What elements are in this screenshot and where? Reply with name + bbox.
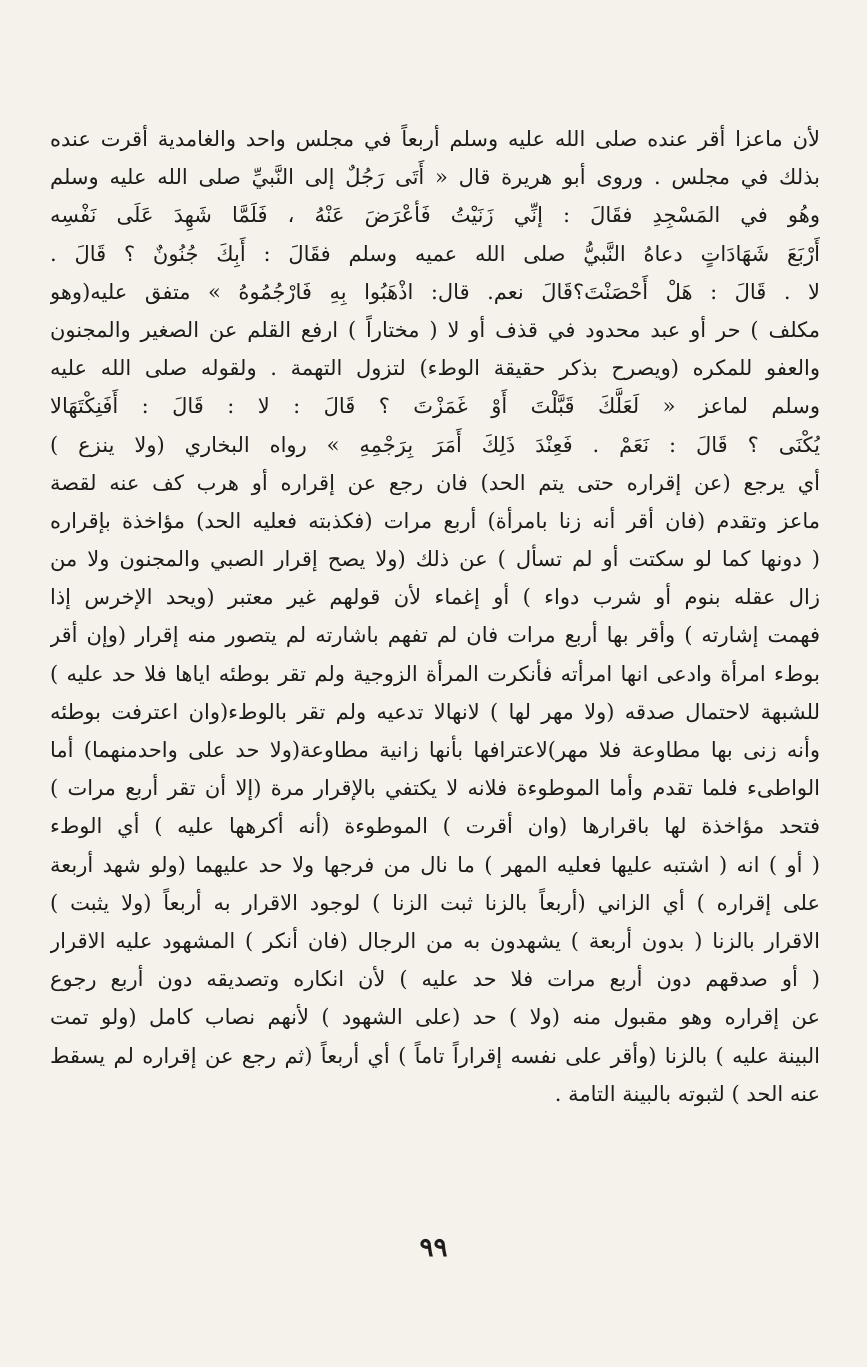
- text-line: أَرْبَعَ شَهَادَاتٍ دعاهُ النَّبيُّ صلى الله عميه وسلم فقَالَ : أَبِكَ جُنُونٌ ؟ قَالَ .: [50, 241, 820, 266]
- page-number: ٩٩: [419, 1233, 448, 1263]
- text-line: ( أو صدقهم دون أربع مرات فلا حد عليه ) لأن انكاره وتصديقه دون أربع رجوع: [50, 967, 820, 992]
- text-line: ( أو ) انه ( اشتبه عليها فعليه المهر ) ما نال من فرجها ولا حد عليهما (ولو شهد أربعة: [50, 852, 820, 877]
- text-line: زال عقله بنوم أو شرب دواء ) أو إغماء لأن قولهم غير معتبر (ويحد الإخرس إذا: [50, 585, 820, 610]
- text-line: الاقرار بالزنا ( بدون أربعة ) يشهدون به من الرجال (فان أنكر ) المشهود عليه الاقرار: [50, 928, 820, 953]
- text-line: عنه الحد ) لثبوته بالبينة التامة .: [554, 1081, 820, 1106]
- text-line: فتحد مؤاخذة لها باقرارها (وان أقرت ) الموطوءة (أنه أكرهها عليه ) أي الوطء: [50, 814, 820, 839]
- text-line: للشبهة لاحتمال صدقه (ولا مهر لها ) لانهالا تدعيه ولم تقر بالوطء(وان اعترفت بوطئه: [50, 699, 820, 724]
- text-line: البينة عليه ) بالزنا (وأقر على نفسه إقراراً تاماً ) أي أربعاً (ثم رجع عن إقراره لم يسقط: [50, 1043, 820, 1068]
- text-line: ( دونها كما لو سكتت أو لم تسأل ) عن ذلك (ولا يصح إقرار الصبي والمجنون ولا من: [50, 547, 820, 572]
- body-text: [50, 120, 820, 1113]
- text-line: ماعز وتقدم (فان أقر أنه زنا بامرأة) أربع مرات (فكذبته فعليه الحد) مؤاخذة بإقراره: [50, 508, 820, 533]
- text-line: وأنه زنى بها مطاوعة فلا مهر)لاعترافها بأنها زانية مطاوعة(ولا حد على واحدمنهما) أما: [50, 738, 820, 762]
- text-line: فهمت إشارته ) وأقر بها أربع مرات فان لم تفهم باشارته لم يتصور منه إقرار (وإن أقر: [50, 623, 820, 648]
- text-line: والعفو للمكره (ويصرح بذكر حقيقة الوطء) لتزول التهمة . ولقوله صلى الله عليه: [50, 356, 820, 381]
- text-line: بذلك في مجلس . وروى أبو هريرة قال « أَتَى رَجُلٌ إلى النَّبيِّ صلى الله عليه وسلم: [50, 165, 820, 190]
- text-line: وسلم لماعز « لَعَلَّكَ قَبَّلْتَ أَوْ غَمَزْتَ ؟ قَالَ : لا : قَالَ : أَفَنِكْتَهَالا: [50, 394, 820, 419]
- text-line: أي يرجع (عن إقراره حتى يتم الحد) فان رجع عن إقراره أو هرب كف عنه لقصة: [50, 470, 820, 495]
- text-line: لأن ماعزا أقر عنده صلى الله عليه وسلم أربعاً في مجلس واحد والغامدية أقرت عنده: [50, 127, 820, 151]
- text-line: وهُو في المَسْجِدِ فقَالَ : إنِّي زَنَيْتُ فَأعْرَضَ عَنْهُ ، فَلَمَّا شَهِدَ عَلَى نَفْسِه: [50, 203, 820, 228]
- text-line: مكلف ) حر أو عبد محدود في قذف أو لا ( مختاراً ) ارفع القلم عن الصغير والمجنون: [50, 317, 820, 342]
- text-line: على إقراره ) أي الزاني (أربعاً بالزنا ثبت الزنا ) لوجود الاقرار به أربعاً (ولا يثبت ): [50, 890, 820, 915]
- text-line: بوطء امرأة وادعى انها امرأته فأنكرت المرأة الزوجية ولم تقر بوطئه اياها فلا حد عليه ): [50, 661, 820, 686]
- text-line: الواطىء فلما تقدم وأما الموطوءة فلانه لا يكتفي بالإقرار مرة (إلا أن تقر أربع مرات ): [50, 776, 820, 801]
- text-line: لا . قَالَ : هَلْ أَحْصَنْتَ؟قَالَ نعم. قال: اذْهَبُوا بِهِ فَارْجُمُوهُ » متفق عليه(وهو: [50, 279, 820, 304]
- text-line: عن إقراره وهو مقبول منه (ولا ) حد (على الشهود ) لأنهم نصاب كامل (ولو تمت: [50, 1005, 820, 1030]
- text-line: يُكْنَى ؟ قَالَ : نَعَمْ . فَعِنْدَ ذَلِكَ أَمَرَ بِرَجْمِهِ » رواه البخاري (ولا ينزع ): [50, 432, 820, 457]
